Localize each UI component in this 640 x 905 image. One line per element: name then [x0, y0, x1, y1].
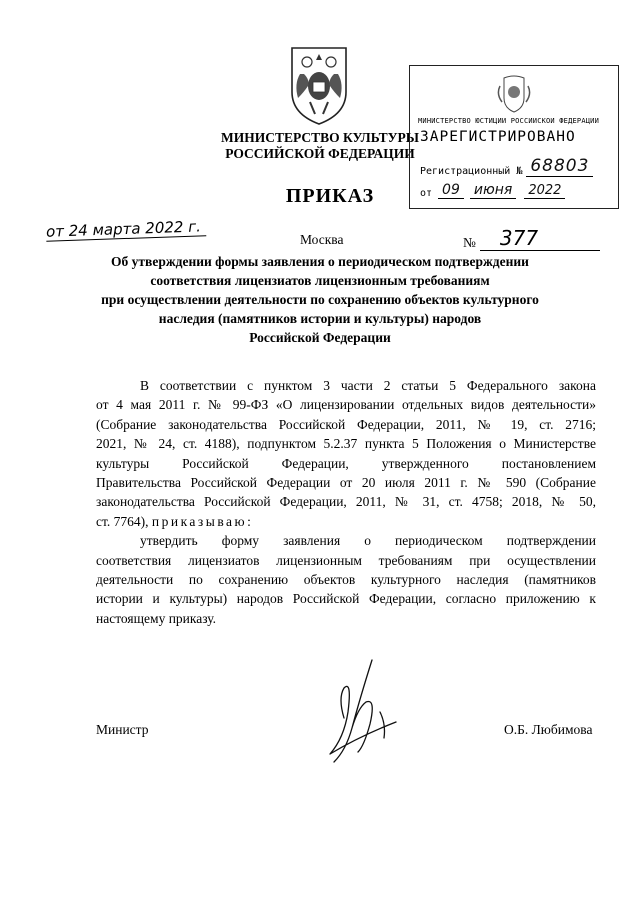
subject-line: при осуществлении деятельности по сохранению объектов культурного [101, 292, 539, 307]
body-line [96, 512, 596, 531]
handwritten-signature [300, 658, 420, 778]
stamp-emblem-icon [492, 72, 536, 116]
stamp-day: 09 [438, 182, 464, 199]
stamp-date-prefix: от [420, 188, 433, 199]
stamp-year: 2022 [524, 183, 565, 199]
stamp-ministry-text: МИНИСТЕРСТВО ЮСТИЦИИ РОССИЙСКОЙ ФЕДЕРАЦИИ [418, 117, 599, 125]
subject-line: Российской Федерации [249, 330, 391, 345]
ministry-line1: МИНИСТЕРСТВО КУЛЬТУРЫ [220, 130, 420, 145]
body-line: утвердить форму заявления о периодическом подтверждении [140, 533, 596, 549]
order-number-label: № [463, 235, 476, 250]
subject-line: наследия (памятников истории и культуры) народов [158, 311, 482, 326]
signatory-title: Министр [96, 722, 149, 737]
order-number: 377 [480, 226, 600, 251]
coat-of-arms-emblem [280, 40, 358, 130]
subject-line: Об утверждении формы заявления о периодическом подтверждении [111, 254, 529, 269]
order-subject-heading [80, 252, 560, 347]
order-date: от 24 марта 2022 г. [46, 217, 207, 242]
order-city: Москва [300, 232, 344, 247]
body-line: законодательства Российской Федерации, 2011, № 31, ст. 4758; 2018, № 50, [96, 494, 596, 510]
stamp-registered-text: ЗАРЕГИСТРИРОВАНО [420, 129, 576, 145]
body-line: В соответствии с пунктом 3 части 2 статьи 5 Федерального закона [140, 378, 596, 393]
ministry-line2: РОССИЙСКОЙ ФЕДЕРАЦИИ [225, 146, 415, 161]
body-line: соответствия лицензиатов лицензионным требованиям при осуществлении [96, 552, 596, 568]
stamp-month: июня [470, 182, 516, 199]
stamp-reg-number: 68803 [526, 156, 593, 177]
order-number-field [463, 226, 600, 251]
signatory-name: О.Б. Любимова [504, 722, 593, 737]
stamp-date-row [420, 182, 616, 199]
document-type-title: ПРИКАЗ [285, 185, 375, 207]
stamp-reg-label: Регистрационный № [420, 166, 523, 177]
stamp-registration-row [420, 156, 616, 177]
body-line: истории и культуры) народов Российской Федерации, согласно приложению к [96, 591, 596, 607]
body-line: от 4 мая 2011 г. № 99-ФЗ «О лицензировании отдельных видов деятельности» [96, 397, 596, 413]
body-line-end: ст. 7764), [96, 513, 149, 529]
body-line: деятельности по сохранению объектов культурного наследия (памятников [96, 572, 596, 588]
body-line: настоящему приказу. [96, 610, 217, 626]
body-line: Правительства Российской Федерации от 20 июля 2011 г. № 590 (Собрание [96, 475, 596, 491]
subject-line: соответствия лицензиатов лицензионным требованиям [150, 273, 490, 288]
body-line: культуры Российской Федерации, утвержденного постановлением [96, 455, 596, 471]
order-body [96, 376, 596, 628]
body-line: (Собрание законодательства Российской Федерации, 2011, № 19, ст. 2716; [96, 416, 596, 432]
body-line: 2021, № 24, ст. 4188), подпунктом 5.2.37 пункта 5 Положения о Министерстве [96, 436, 596, 452]
registration-stamp [409, 65, 619, 209]
order-word: приказываю: [151, 513, 254, 529]
